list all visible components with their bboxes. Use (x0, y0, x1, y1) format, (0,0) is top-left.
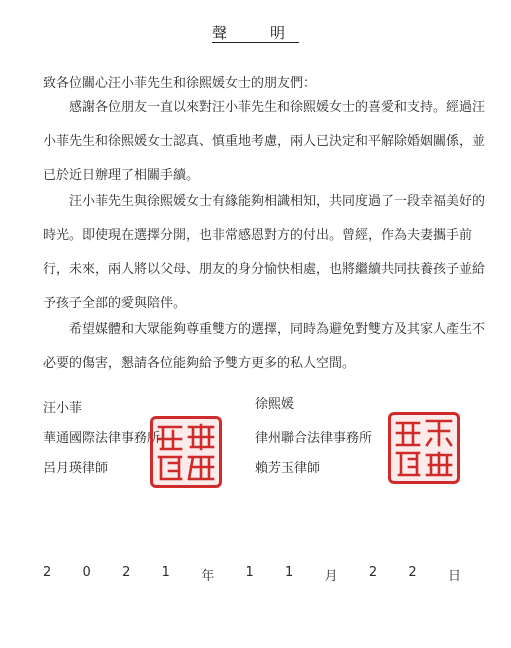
lawyer-name: 賴芳玉律師 (255, 461, 321, 476)
paragraph-line: 汪小菲先生與徐熙媛女士有緣能夠相識相知，共同度過了一段幸福美好的 (69, 194, 486, 209)
date-char: 2 (122, 565, 131, 580)
date-char: 1 (285, 565, 294, 580)
paragraph-line: 行，未來，兩人將以父母、朋友的身分愉快相處，也將繼續共同扶養孩子並給 (43, 262, 486, 277)
date-char: 年 (201, 569, 215, 584)
document-title: 聲 明 (211, 24, 299, 42)
greeting-line: 致各位關心汪小菲先生和徐熙媛女士的朋友們： (43, 76, 317, 91)
paragraph-line: 時光。即使現在選擇分開，也非常感恩對方的付出。曾經，作為夫妻攜手前 (43, 228, 473, 243)
seal-glyph-icon (153, 419, 219, 485)
paragraph-line: 必要的傷害，懇請各位能夠給予雙方更多的私人空間。 (43, 356, 356, 371)
date-char: 月 (324, 569, 338, 584)
law-firm-name: 律州聯合法律事務所 (255, 431, 373, 446)
paragraph-line: 已於近日辦理了相關手續。 (43, 168, 200, 183)
signatory-name: 徐熙媛 (255, 397, 295, 412)
paragraph-line: 予孩子全部的愛與陪伴。 (43, 296, 187, 311)
paragraph-3 (43, 313, 486, 381)
paragraph-line: 希望媒體和大眾能夠尊重雙方的選擇，同時為避免對雙方及其家人產生不 (69, 322, 486, 337)
date-char: 2 (408, 565, 417, 580)
lawyer-name: 呂月瑛律師 (43, 461, 109, 476)
lawyer-seal-stamp (388, 412, 460, 484)
law-firm-name: 華通國際法律事務所 (43, 431, 161, 446)
date-char: 日 (447, 569, 461, 584)
date-char: 2 (43, 565, 52, 580)
paragraph-2 (43, 185, 486, 321)
paragraph-line: 感謝各位朋友一直以來對汪小菲先生和徐熙媛女士的喜愛和支持。經過汪 (69, 100, 486, 115)
date-char: 0 (82, 565, 91, 580)
signatory-name: 汪小菲 (43, 401, 83, 416)
paragraph-line: 小菲先生和徐熙媛女士認真、慎重地考慮，兩人已決定和平解除婚姻關係，並 (43, 134, 486, 149)
date-char: 1 (245, 565, 254, 580)
date-char: 2 (368, 565, 378, 580)
date-line (43, 565, 461, 585)
lawyer-seal-stamp (150, 416, 222, 488)
date-char: 1 (161, 565, 170, 580)
paragraph-1 (43, 91, 486, 193)
seal-glyph-icon (391, 415, 457, 481)
